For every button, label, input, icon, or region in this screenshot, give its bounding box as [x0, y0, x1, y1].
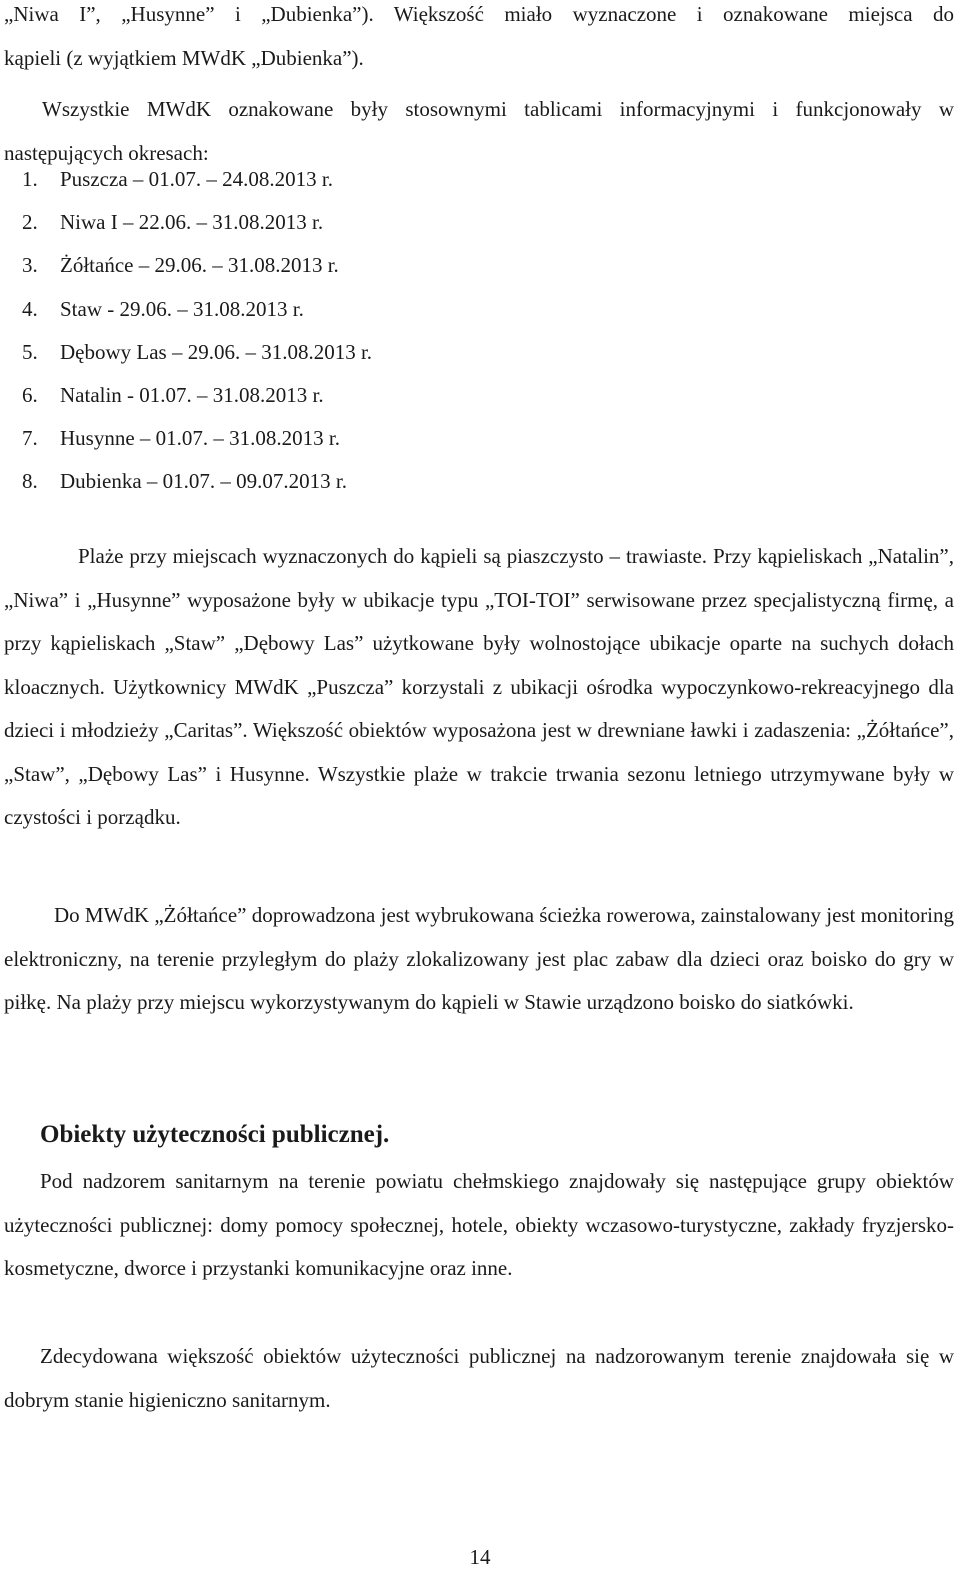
list-number: 4.	[22, 296, 38, 321]
zoltance-paragraph: Do MWdK „Żółtańce” doprowadzona jest wybrukowana ścieżka rowerowa, zainstalowany jest monitoring elektroniczny, na terenie przyległym do plaży zlokalizowany jest plac zabaw dla dzieci oraz boisko do gry w piłkę. Na plaży przy miejscu wykorzystywanym do kąpieli w Stawie urządzono boisko do siatkówki.	[4, 903, 954, 1014]
list-number: 1.	[22, 167, 38, 191]
list-text: Puszcza – 01.07. – 24.08.2013 r.	[60, 167, 333, 191]
list-text: Dębowy Las – 29.06. – 31.08.2013 r.	[60, 339, 373, 364]
list-number: 6.	[22, 382, 38, 407]
list-item	[22, 460, 372, 503]
list-text: Żółtańce – 29.06. – 31.08.2013 r.	[60, 253, 339, 278]
list-item	[22, 244, 372, 287]
list-text: Niwa I – 22.06. – 31.08.2013 r.	[60, 210, 324, 235]
all-marked-paragraph: Wszystkie MWdK oznakowane były stosownymi tablicami informacyjnymi i funkcjonowały w następujących okresach:	[4, 97, 954, 165]
list-item	[22, 158, 372, 201]
list-text: Dubienka – 01.07. – 09.07.2013 r.	[60, 469, 347, 494]
periods-list	[22, 158, 372, 504]
list-number: 8.	[22, 469, 38, 494]
intro-paragraph	[4, 0, 954, 80]
list-number: 3.	[22, 253, 38, 278]
page-number: 14	[469, 1545, 491, 1569]
beaches-paragraph: Plaże przy miejscach wyznaczonych do kąpieli są piaszczysto – trawiaste. Przy kąpieliskach „Natalin”, „Niwa” i „Husynne” wyposażone były w ubikacje typu „TOI-TOI” serwisowane przez specjalistyczną firmę, a przy kąpieliskach „Staw” „Dębowy Las” użytkowane były wolnostojące ubikacje oparte na suchych dołach kloacznych. Użytkownicy MWdK „Puszcza” korzystali z ubikacji ośrodka wypoczynkowo-rekreacyjnego dla dzieci i młodzieży „Caritas”. Większość obiektów wyposażona jest w drewniane ławki i zadaszenia: „Żółtańce”, „Staw”, „Dębowy Las” i Husynne. Wszystkie plaże w trakcie trwania sezonu letniego utrzymywane były w czystości i porządku.	[4, 544, 954, 829]
list-number: 2.	[22, 210, 38, 235]
list-item	[22, 417, 372, 460]
list-number: 7.	[22, 426, 38, 451]
supervision-paragraph: Pod nadzorem sanitarnym na terenie powiatu chełmskiego znajdowały się następujące grupy obiektów użyteczności publicznej: domy pomocy społecznej, hotele, obiekty wczasowo-turystyczne, zakłady fryzjersko-kosmetyczne, dworce i przystanki komunikacyjne oraz inne.	[4, 1169, 954, 1280]
section-heading: Obiekty użyteczności publicznej.	[40, 1121, 390, 1148]
list-item	[22, 201, 372, 244]
list-item	[22, 288, 372, 331]
intro-line-1: „Niwa I”, „Husynne” i „Dubienka”). Większość miało wyznaczone i oznakowane miejsca do	[4, 2, 954, 26]
list-number: 5.	[22, 339, 38, 364]
list-text: Husynne – 01.07. – 31.08.2013 r.	[60, 426, 340, 451]
conclusion-paragraph: Zdecydowana większość obiektów użyteczności publicznej na nadzorowanym terenie znajdowała się w dobrym stanie higieniczno sanitarnym.	[4, 1344, 954, 1412]
list-item	[22, 374, 372, 417]
intro-line-2: kąpieli (z wyjątkiem MWdK „Dubienka”).	[4, 45, 364, 70]
list-text: Staw - 29.06. – 31.08.2013 r.	[60, 296, 304, 321]
list-text: Natalin - 01.07. – 31.08.2013 r.	[60, 382, 324, 407]
list-item	[22, 331, 372, 374]
